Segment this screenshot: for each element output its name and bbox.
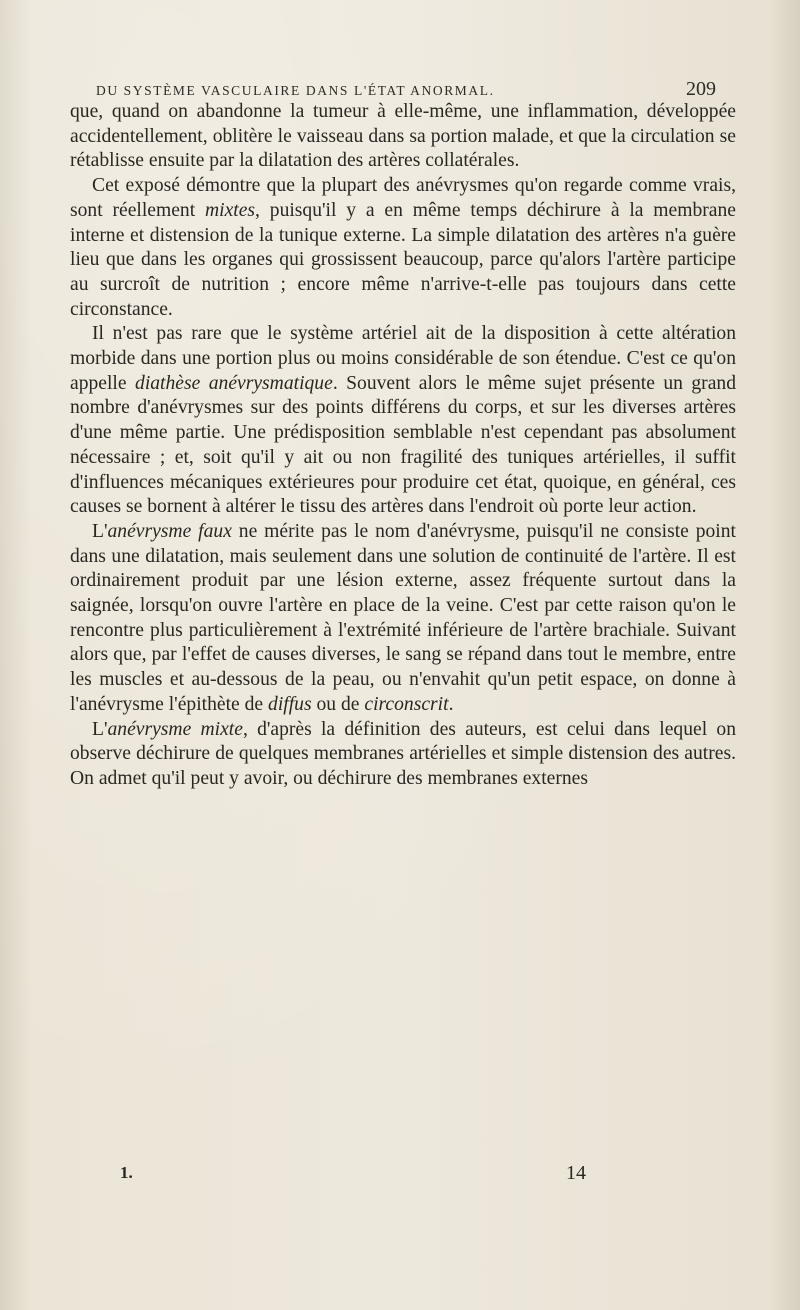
text-run: , d'après la définition des auteurs, est celui dans lequel on observe déchirure de quelques membranes artérielles et simple distension des autres. On admet qu'il peut y avoir, ou déchirure des membranes externes — [70, 718, 736, 789]
paragraph — [70, 100, 736, 174]
text-run: L' — [92, 520, 108, 542]
page-footer — [120, 1163, 710, 1193]
italic-text: anévrysme faux — [107, 520, 232, 542]
paragraph — [70, 174, 736, 322]
signature-mark: 1. — [120, 1163, 133, 1182]
text-run: ne mérite pas le nom d'anévrysme, puisqu'il ne consiste point dans une dilatation, mais seulement dans une solution de continuité de l'artère. Il est ordinairement produit par une lésion externe, assez fréquente surtout dans la saignée, lorsqu'on ouvre l'artère en place de la veine. C'est par cette raison qu'on le rencontre plus particulièrement à l'extrémité inférieure de l'artère brachiale. Suivant alors que, par l'effet de causes diverses, le sang se répand dans tout le membre, entre les muscles et au-dessous de la peau, ou n'envahit qu'un petit espace, on donne à l'anévrysme l'épithète de — [70, 520, 736, 715]
italic-text: diffus — [268, 693, 312, 715]
text-run: ou de — [311, 693, 365, 715]
italic-text: circonscrit — [364, 693, 449, 715]
paragraph — [70, 718, 736, 792]
text-run: . — [448, 693, 454, 715]
body-text — [70, 100, 736, 792]
text-run: L' — [92, 718, 108, 740]
italic-text: mixtes — [204, 199, 256, 221]
paragraph — [70, 520, 736, 718]
page-number: 209 — [686, 78, 716, 100]
italic-text: anévrysme mixte — [107, 718, 243, 740]
paragraph — [70, 322, 736, 520]
text-run: , puisqu'il y a en même temps déchirure à la membrane interne et distension de la tunique externe. La simple dilatation des artères n'a guère lieu que dans les organes qui grossissent beaucoup, parce qu'alors l'artère participe au surcroît de nutrition ; encore même n'arrive-t-elle pas toujours dans cette circonstance. — [70, 199, 736, 320]
text-run: Cet exposé démontre que la plupart des anévrysmes qu'on regarde comme vrais, sont réellement — [70, 175, 736, 221]
text-run: Il n'est pas rare que le système artériel ait de la disposition à cette altération morbide dans une portion plus ou moins considérable de son étendue. C'est ce qu'on appelle — [70, 323, 736, 394]
running-title: DU SYSTÈME VASCULAIRE DANS L'ÉTAT ANORMAL. — [96, 83, 495, 98]
text-run: que, quand on abandonne la tumeur à elle-même, une inflammation, développée accidentellement, oblitère le vaisseau dans sa portion malade, et que la circulation se rétablisse ensuite par la dilatation des artères collatérales. — [70, 101, 736, 172]
folio-mark: 14 — [566, 1162, 586, 1184]
text-run: . Souvent alors le même sujet présente un grand nombre d'anévrysmes sur des points différens du corps, et sur les diverses artères d'une même partie. Une prédisposition semblable n'est cependant pas absolument nécessaire ; et, soit qu'il y ait ou non fragilité des tuniques artérielles, il suffit d'influences mécaniques extérieures pour produire cet état, quoique, en général, ces causes se bornent à altérer le tissu des artères dans l'endroit où porte leur action. — [70, 372, 736, 518]
italic-text: diathèse anévrysmatique — [135, 372, 333, 394]
page-header — [96, 78, 716, 102]
